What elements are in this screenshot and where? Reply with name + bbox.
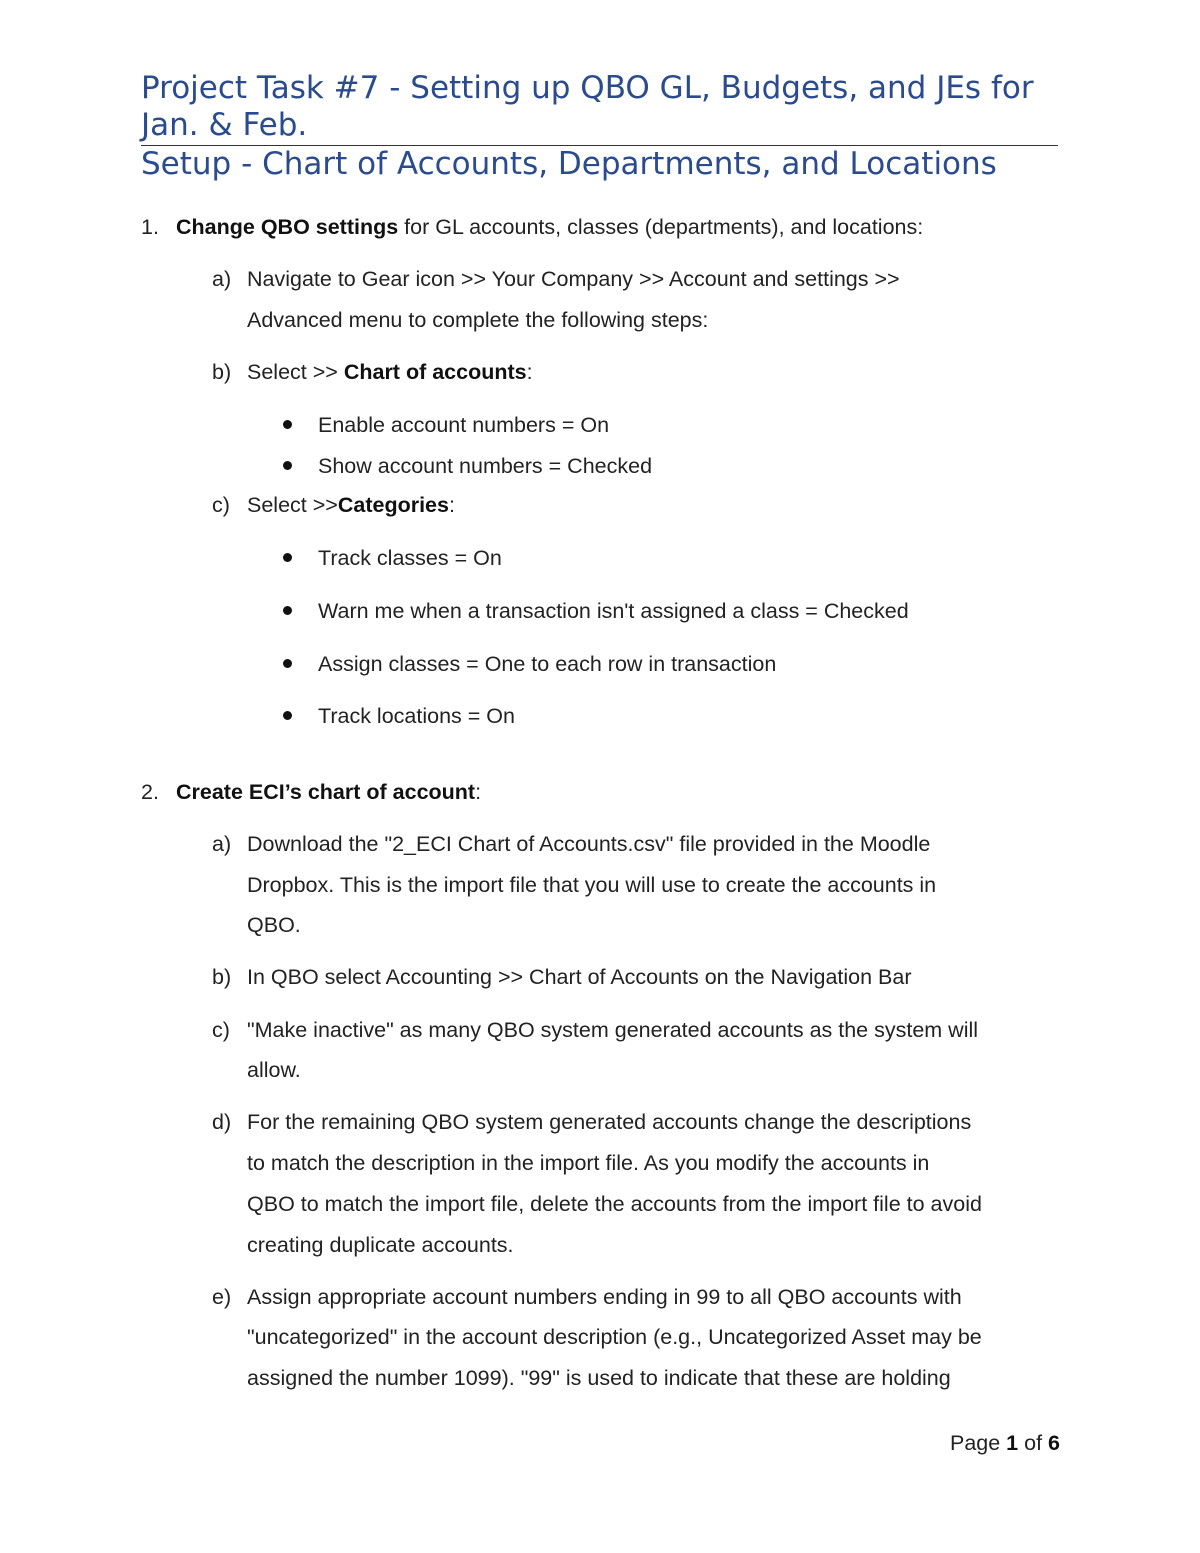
bullet-icon <box>283 461 292 470</box>
bullet-icon <box>283 711 292 720</box>
step-2e-line: assigned the number 1099). "99" is used to indicate that these are holding <box>247 1366 951 1390</box>
step-1b-suffix: : <box>526 360 533 384</box>
step-1c-prefix: Select >> <box>247 493 338 517</box>
step-1-number: 1. <box>141 215 159 239</box>
step-2a-line: QBO. <box>247 913 301 937</box>
section-heading: Setup - Chart of Accounts, Departments, and Locations <box>141 146 997 182</box>
step-2e-marker: e) <box>212 1285 232 1309</box>
step-2d-line: QBO to match the import file, delete the accounts from the import file to avoid <box>247 1192 982 1216</box>
step-1-text: for GL accounts, classes (departments), and locations: <box>398 215 924 239</box>
step-2c-marker: c) <box>212 1018 230 1042</box>
step-1a-marker: a) <box>212 267 232 291</box>
step-2c-line: allow. <box>247 1058 301 1082</box>
step-1c-bold: Categories <box>337 493 449 517</box>
page-label: Page <box>949 1431 1007 1455</box>
step-2d-line: to match the description in the import file. As you modify the accounts in <box>247 1151 930 1175</box>
step-2a-marker: a) <box>212 832 232 856</box>
step-2e-line: "uncategorized" in the account description (e.g., Uncategorized Asset may be <box>247 1325 982 1349</box>
bullet-icon <box>283 553 292 562</box>
step-1c-bullet-item: Assign classes = One to each row in transaction <box>318 652 777 676</box>
step-2b-line: In QBO select Accounting >> Chart of Accounts on the Navigation Bar <box>247 965 912 989</box>
bullet-icon <box>283 659 292 668</box>
page-number <box>900 1429 1060 1457</box>
step-2-heading <box>176 778 481 806</box>
step-2d-line: creating duplicate accounts. <box>247 1233 514 1257</box>
document-title: Project Task #7 - Setting up QBO GL, Budgets, and JEs for Jan. & Feb. <box>141 70 1034 143</box>
step-2-bold: Create ECI’s chart of account <box>176 780 476 804</box>
step-2a-line: Dropbox. This is the import file that you will use to create the accounts in <box>247 873 937 897</box>
step-1b-bold: Chart of accounts <box>343 360 527 384</box>
step-1a-line-1: Navigate to Gear icon >> Your Company >> Account and settings >> <box>247 267 900 291</box>
step-1-heading <box>176 213 923 241</box>
step-2-number: 2. <box>141 780 159 804</box>
step-1a-line-2: Advanced menu to complete the following steps: <box>247 308 709 332</box>
step-1b-bullet-item: Show account numbers = Checked <box>318 454 653 478</box>
of-label: of <box>1018 1431 1049 1455</box>
step-1c-text <box>247 491 455 519</box>
step-2d-line: For the remaining QBO system generated accounts change the descriptions <box>247 1110 972 1134</box>
step-1c-bullet-item: Warn me when a transaction isn't assigned a class = Checked <box>318 599 909 623</box>
step-1c-marker: c) <box>212 493 230 517</box>
step-2a-line: Download the "2_ECI Chart of Accounts.csv" file provided in the Moodle <box>247 832 931 856</box>
step-1b-bullet-item: Enable account numbers = On <box>318 413 610 437</box>
step-1c-bullet-item: Track locations = On <box>318 704 515 728</box>
step-2b-marker: b) <box>212 965 232 989</box>
step-1c-suffix: : <box>448 493 455 517</box>
step-2e-line: Assign appropriate account numbers ending in 99 to all QBO accounts with <box>247 1285 962 1309</box>
step-1b-marker: b) <box>212 360 232 384</box>
step-2c-line: "Make inactive" as many QBO system generated accounts as the system will <box>247 1018 979 1042</box>
step-2-text: : <box>475 780 482 804</box>
bullet-icon <box>283 420 292 429</box>
step-1b-text <box>247 358 533 386</box>
step-1b-prefix: Select >> <box>247 360 344 384</box>
bullet-icon <box>283 606 292 615</box>
current-page: 1 <box>1006 1431 1019 1455</box>
step-2d-marker: d) <box>212 1110 232 1134</box>
step-1c-bullet-item: Track classes = On <box>318 546 502 570</box>
total-pages: 6 <box>1048 1431 1060 1455</box>
step-1-bold: Change QBO settings <box>176 215 399 239</box>
